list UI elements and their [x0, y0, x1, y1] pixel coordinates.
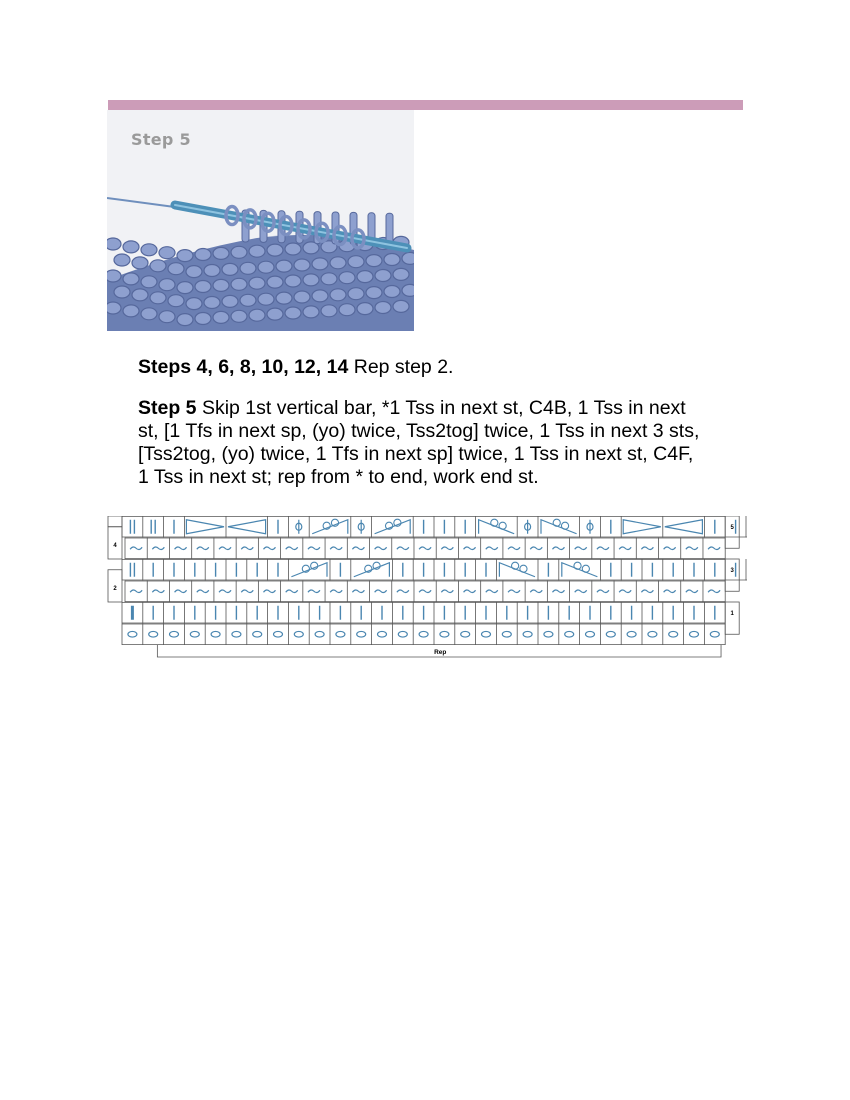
stitch-loop [321, 305, 337, 317]
stitch-loop [267, 308, 283, 320]
instruction-step-5 [138, 397, 748, 489]
return-pass-mark [575, 547, 587, 550]
stitch-loop [240, 294, 256, 306]
stitch-loop [195, 313, 211, 325]
stitch-loop [312, 290, 328, 302]
chain-mark [294, 631, 303, 637]
chain-mark [232, 631, 241, 637]
stitch-loop [231, 246, 247, 258]
stitch-loop [240, 262, 256, 274]
stitch-loop [258, 261, 274, 273]
return-pass-mark [641, 590, 653, 593]
return-pass-mark [708, 547, 720, 550]
return-pass-mark [441, 547, 453, 550]
tss2tog-mark [562, 563, 598, 577]
return-pass-mark [641, 547, 653, 550]
return-pass-mark [352, 547, 364, 550]
chain-mark [502, 631, 511, 637]
chain-mark [669, 631, 678, 637]
row-number-right: 1 [730, 610, 734, 617]
tss2tog-mark [479, 520, 515, 534]
return-pass-mark [330, 590, 342, 593]
return-pass-mark [397, 590, 409, 593]
return-pass-mark [330, 547, 342, 550]
stitch-loop [159, 311, 175, 323]
stitch-loop [107, 270, 121, 282]
chain-mark [398, 631, 407, 637]
step-body-line: 1 Tss in next st; rep from * to end, work end st. [138, 466, 539, 488]
return-pass-mark [597, 590, 609, 593]
stitch-loop [107, 302, 121, 314]
step-photo [107, 110, 414, 331]
stitch-loop [285, 275, 301, 287]
stitch-loop [177, 250, 193, 262]
return-pass-mark [241, 590, 253, 593]
cable-left-mark [186, 520, 224, 534]
stitch-loop [177, 314, 193, 326]
return-pass-mark [175, 590, 187, 593]
stitch-loop [195, 249, 211, 261]
stitch-loop [375, 302, 391, 314]
stitch-loop [366, 255, 382, 267]
return-pass-mark [219, 547, 231, 550]
return-pass-mark [530, 547, 542, 550]
stitch-loop [402, 284, 414, 296]
stitch-loop [123, 273, 139, 285]
stitch-loop [276, 260, 292, 272]
stitch-loop [249, 309, 265, 321]
cable-right-mark [228, 520, 266, 534]
chain-mark [419, 631, 428, 637]
stitch-loop [222, 263, 238, 275]
stitch-loop [222, 295, 238, 307]
stitch-loop [294, 259, 310, 271]
step-body-line: [Tss2tog, (yo) twice, 1 Tfs in next sp] twice, 1 Tss in next st, C4F, [138, 443, 694, 465]
return-pass-mark [397, 547, 409, 550]
stitch-loop [357, 303, 373, 315]
stitch-loop [330, 289, 346, 301]
rep-label: Rep [434, 649, 447, 656]
return-pass-mark [552, 547, 564, 550]
stitch-loop [258, 293, 274, 305]
cable-left-mark [623, 520, 661, 534]
accent-bar [108, 100, 743, 110]
chain-mark [128, 631, 137, 637]
instruction-steps-even [138, 356, 748, 379]
stitch-loop [339, 272, 355, 284]
chain-mark [253, 631, 262, 637]
stitch-loop [312, 258, 328, 270]
stitch-loop [159, 247, 175, 259]
stitch-loop [141, 244, 157, 256]
stitch-loop [204, 265, 220, 277]
return-pass-mark [130, 547, 142, 550]
stitch-loop [267, 276, 283, 288]
stitch-loop [402, 252, 414, 264]
stitch-loop [393, 268, 409, 280]
stitch-loop [213, 279, 229, 291]
stitch-chart [107, 516, 747, 658]
stitch-loop [348, 288, 364, 300]
chain-mark [378, 631, 387, 637]
step-heading: Steps 4, 6, 8, 10, 12, 14 [138, 356, 349, 378]
chain-mark [149, 631, 158, 637]
chain-mark [710, 631, 719, 637]
stitch-loop [213, 247, 229, 259]
return-pass-mark [152, 590, 164, 593]
return-pass-mark [152, 547, 164, 550]
stitch-loop [168, 295, 184, 307]
stitch-loop [141, 276, 157, 288]
stitch-loop [321, 273, 337, 285]
return-pass-mark [308, 590, 320, 593]
return-pass-mark [619, 547, 631, 550]
stitch-loop [231, 310, 247, 322]
return-pass-mark [308, 547, 320, 550]
chain-mark [627, 631, 636, 637]
stitch-loop [393, 300, 409, 312]
return-pass-mark [286, 547, 298, 550]
return-pass-mark [286, 590, 298, 593]
return-pass-mark [664, 590, 676, 593]
stitch-loop [114, 286, 130, 298]
stitch-loop [186, 266, 202, 278]
row-number-left: 2 [113, 586, 117, 593]
stitch-loop [195, 281, 211, 293]
stitch-loop [348, 256, 364, 268]
return-pass-mark [686, 590, 698, 593]
stitch-loop [339, 304, 355, 316]
stitch-loop [357, 271, 373, 283]
stitch-loop [384, 286, 400, 298]
stitch-loop [150, 260, 166, 272]
return-pass-mark [441, 590, 453, 593]
stitch-loop [150, 292, 166, 304]
return-pass-mark [619, 590, 631, 593]
chain-mark [523, 631, 532, 637]
return-pass-mark [686, 547, 698, 550]
return-pass-mark [708, 590, 720, 593]
return-pass-mark [597, 547, 609, 550]
stitch-loop [132, 289, 148, 301]
stitch-loop [285, 243, 301, 255]
return-pass-mark [175, 547, 187, 550]
stitch-loop [267, 244, 283, 256]
chain-mark [648, 631, 657, 637]
stitch-loop [294, 291, 310, 303]
stitch-loop [141, 308, 157, 320]
return-pass-mark [263, 590, 275, 593]
return-pass-mark [530, 590, 542, 593]
step-body: Rep step 2. [353, 356, 454, 378]
row-number-right: 5 [730, 524, 734, 531]
chart-row [125, 538, 725, 560]
stitch-loop [204, 297, 220, 309]
chain-mark [170, 631, 179, 637]
stitch-loop [366, 287, 382, 299]
return-pass-mark [375, 547, 387, 550]
chart-row [122, 624, 725, 646]
return-pass-mark [419, 590, 431, 593]
stitch-loop [276, 292, 292, 304]
step-heading: Step 5 [138, 397, 197, 419]
chart-row [122, 516, 747, 538]
return-pass-mark [219, 590, 231, 593]
chain-mark [211, 631, 220, 637]
chart-row [125, 581, 725, 603]
return-pass-mark [486, 590, 498, 593]
stitch-loop [213, 311, 229, 323]
photo-label: Step 5 [131, 130, 191, 149]
chart-row [122, 602, 725, 624]
return-pass-mark [552, 590, 564, 593]
return-pass-mark [352, 590, 364, 593]
return-pass-mark [508, 590, 520, 593]
stitch-loop [168, 263, 184, 275]
chain-mark [315, 631, 324, 637]
stitch-loop [107, 238, 121, 250]
return-pass-mark [197, 590, 209, 593]
step-body-line: st, [1 Tfs in next sp, (yo) twice, Tss2tog] twice, 1 Tss in next 3 sts, [138, 420, 700, 442]
chain-mark [190, 631, 199, 637]
chain-mark [482, 631, 491, 637]
return-pass-mark [197, 547, 209, 550]
cable-right-mark [665, 520, 703, 534]
stitch-loop [285, 307, 301, 319]
stitch-loop [375, 270, 391, 282]
return-pass-mark [419, 547, 431, 550]
stitch-loop [177, 282, 193, 294]
stitch-loop [249, 245, 265, 257]
stitch-loop [303, 274, 319, 286]
stitch-loop [186, 298, 202, 310]
stitch-loop [249, 277, 265, 289]
chain-mark [544, 631, 553, 637]
chain-mark [690, 631, 699, 637]
stitch-loop [123, 305, 139, 317]
chain-mark [274, 631, 283, 637]
chain-mark [440, 631, 449, 637]
return-pass-mark [664, 547, 676, 550]
stitch-loop [303, 306, 319, 318]
step-body-line: Skip 1st vertical bar, *1 Tss in next st, C4B, 1 Tss in next [201, 397, 686, 419]
chain-mark [606, 631, 615, 637]
return-pass-mark [464, 590, 476, 593]
stitch-loop [123, 241, 139, 253]
return-pass-mark [508, 547, 520, 550]
return-pass-mark [375, 590, 387, 593]
return-pass-mark [241, 547, 253, 550]
stitch-loop [159, 279, 175, 291]
stitch-loop [330, 257, 346, 269]
return-pass-mark [575, 590, 587, 593]
chain-mark [586, 631, 595, 637]
return-pass-mark [464, 547, 476, 550]
row-number-left: 4 [113, 543, 117, 550]
stitch-loop [231, 278, 247, 290]
chart-row [122, 559, 747, 581]
stitch-loop [114, 254, 130, 266]
chain-mark [565, 631, 574, 637]
chain-mark [357, 631, 366, 637]
row-number-right: 3 [730, 567, 734, 574]
chain-mark [336, 631, 345, 637]
stitch-loop [384, 254, 400, 266]
tss2tog-mark [541, 520, 577, 534]
return-pass-mark [263, 547, 275, 550]
return-pass-mark [486, 547, 498, 550]
return-pass-mark [130, 590, 142, 593]
stitch-loop [132, 257, 148, 269]
chain-mark [461, 631, 470, 637]
tss2tog-mark [499, 563, 535, 577]
